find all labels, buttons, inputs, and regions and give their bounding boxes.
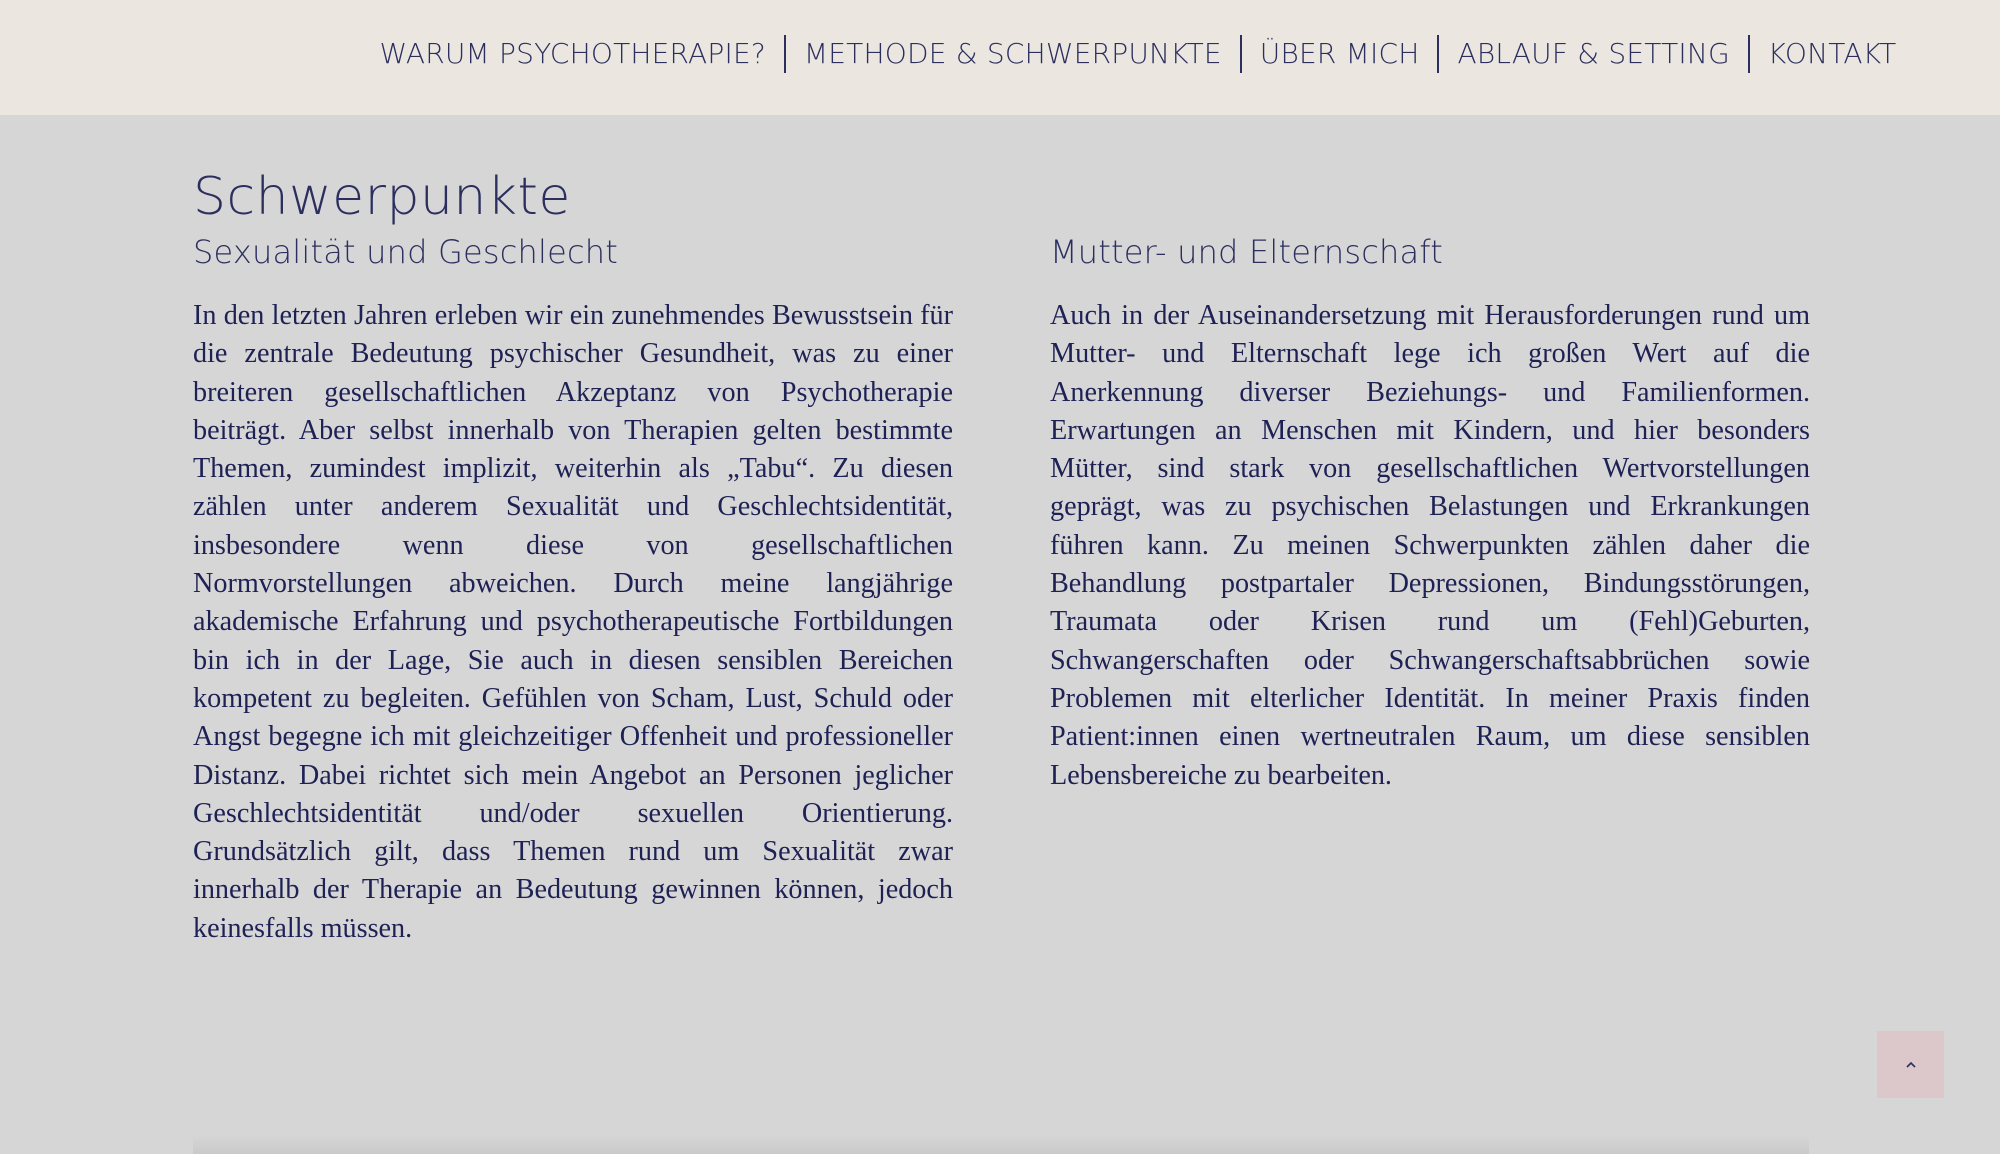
footer-shadow — [193, 1135, 1809, 1154]
nav-link-kontakt[interactable]: KONTAKT — [1767, 37, 1897, 70]
nav-link-warum-psychotherapie[interactable]: WARUM PSYCHOTHERAPIE? — [379, 37, 766, 70]
section-body: Auch in der Auseinandersetzung mit Herausforderungen rund um Mutter- und Elternschaft lege ich großen Wert auf die Anerkennung diverser Beziehungs- und Familienformen. Erwartungen an Menschen mit Kindern, und hier besonders Mütter, sind stark von gesellschaftlichen Wertvorstellungen geprägt, was zu psychischen Belastungen und Erkrankungen führen kann. Zu meinen Schwerpunkten zählen daher die Behandlung postpartaler Depressionen, Bindungsstörungen, Traumata oder Krisen rund um (Fehl)Geburten, Schwangerschaften oder Schwangerschaftsabbrüchen sowie Problemen mit elterlicher Identität. In meiner Praxis finden Patient:innen einen wertneutralen Raum, um diese sensiblen Lebensbereiche zu bearbeiten. — [1050, 300, 1810, 791]
nav-link-ueber-mich[interactable]: ÜBER MICH — [1259, 37, 1420, 70]
scroll-to-top-button[interactable] — [1877, 1031, 1944, 1098]
page-title: Schwerpunkte — [193, 167, 571, 227]
nav-menu — [380, 34, 1915, 74]
section-body: In den letzten Jahren erleben wir ein zunehmendes Bewusstsein für die zentrale Bedeutung psychischer Gesundheit, was zu einer breiteren gesellschaftlichen Akzeptanz von Psychotherapie beiträgt. Aber selbst innerhalb von Therapien gelten bestimmte Themen, zumindest implizit, weiterhin als „Tabu“. Zu diesen zählen unter anderem Sexualität und Geschlechtsidentität, insbesondere wenn diese von gesellschaftlichen Normvorstellungen abweichen. Durch meine langjährige akademische Erfahrung und psychotherapeutische Fortbildungen bin ich in der Lage, Sie auch in diesen sensiblen Bereichen kompetent zu begleiten. Gefühlen von Scham, Lust, Schuld oder Angst begegne ich mit gleichzeitiger Offenheit und professioneller Distanz. Dabei richtet sich mein Angebot an Personen jeglicher Geschlechtsidentität und/oder sexuellen Orientierung. Grundsätzlich gilt, dass Themen rund um Sexualität zwar innerhalb der Therapie an Bedeutung gewinnen können, jedoch keinesfalls müssen. — [193, 300, 953, 944]
main-content — [0, 115, 2000, 1039]
top-navigation — [0, 0, 2000, 115]
section-heading: Sexualität und Geschlecht — [193, 233, 618, 271]
section-heading: Mutter- und Elternschaft — [1050, 233, 1443, 271]
nav-link-ablauf-setting[interactable]: ABLAUF & SETTING — [1457, 37, 1730, 70]
section-mutter-elternschaft — [1050, 232, 1810, 795]
nav-link-methode-schwerpunkte[interactable]: METHODE & SCHWERPUNKTE — [803, 37, 1222, 70]
chevron-up-icon — [1904, 1060, 1918, 1070]
section-sexualitaet-geschlecht — [193, 232, 953, 948]
